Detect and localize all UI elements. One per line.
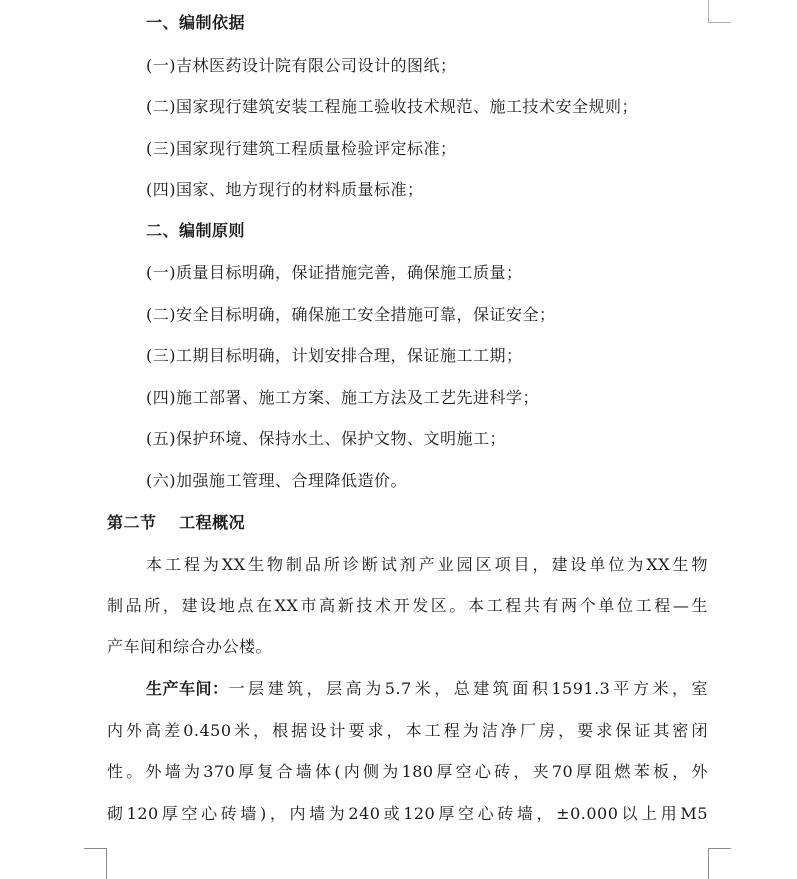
- page-corner-mark-left: [84, 848, 107, 879]
- workshop-line-3: 性。外墙为370厚复合墙体(内侧为180厚空心砖，夹70厚阻燃苯板，外: [107, 762, 708, 781]
- section-heading-basis: 一、编制依据: [146, 13, 246, 32]
- principle-item-5: (五)保护环境、保持水土、保护文物、文明施工；: [146, 429, 506, 448]
- workshop-line-4: 砌120厚空心砖墙)，内墙为240或120厚空心砖墙，±0.000以上用M5: [107, 804, 708, 823]
- basis-item-3: (三)国家现行建筑工程质量检验评定标准；: [146, 139, 457, 158]
- workshop-line-1-text: 一层建筑，层高为5.7米，总建筑面积1591.3平方米，室: [228, 679, 708, 698]
- basis-item-1: (一)吉林医药设计院有限公司设计的图纸；: [146, 56, 457, 75]
- workshop-line-2: 内外高差0.450米，根据设计要求，本工程为洁净厂房，要求保证其密闭: [107, 721, 708, 740]
- chapter-heading: 第二节 工程概况: [107, 513, 246, 532]
- overview-line-1: 本工程为XX生物制品所诊断试剂产业园区项目，建设单位为XX生物: [146, 555, 708, 574]
- principle-item-2: (二)安全目标明确，确保施工安全措施可靠，保证安全；: [146, 305, 556, 324]
- overview-line-2: 制品所，建设地点在XX市高新技术开发区。本工程共有两个单位工程—生: [107, 596, 708, 615]
- page-corner-mark-right: [708, 848, 731, 879]
- workshop-line-1: [146, 679, 708, 699]
- principle-item-1: (一)质量目标明确，保证措施完善，确保施工质量；: [146, 263, 523, 282]
- workshop-label: 生产车间：: [146, 679, 229, 698]
- basis-item-2: (二)国家现行建筑安装工程施工验收技术规范、施工技术安全规则；: [146, 97, 638, 116]
- section-heading-principles: 二、编制原则: [146, 221, 246, 240]
- basis-item-4: (四)国家、地方现行的材料质量标准；: [146, 180, 424, 199]
- page-corner-mark-top-right: [708, 0, 731, 23]
- overview-line-3: 产车间和综合办公楼。: [107, 637, 273, 656]
- principle-item-4: (四)施工部署、施工方案、施工方法及工艺先进科学；: [146, 388, 539, 407]
- principle-item-3: (三)工期目标明确，计划安排合理，保证施工工期；: [146, 346, 523, 365]
- principle-item-6: (六)加强施工管理、合理降低造价。: [146, 471, 407, 490]
